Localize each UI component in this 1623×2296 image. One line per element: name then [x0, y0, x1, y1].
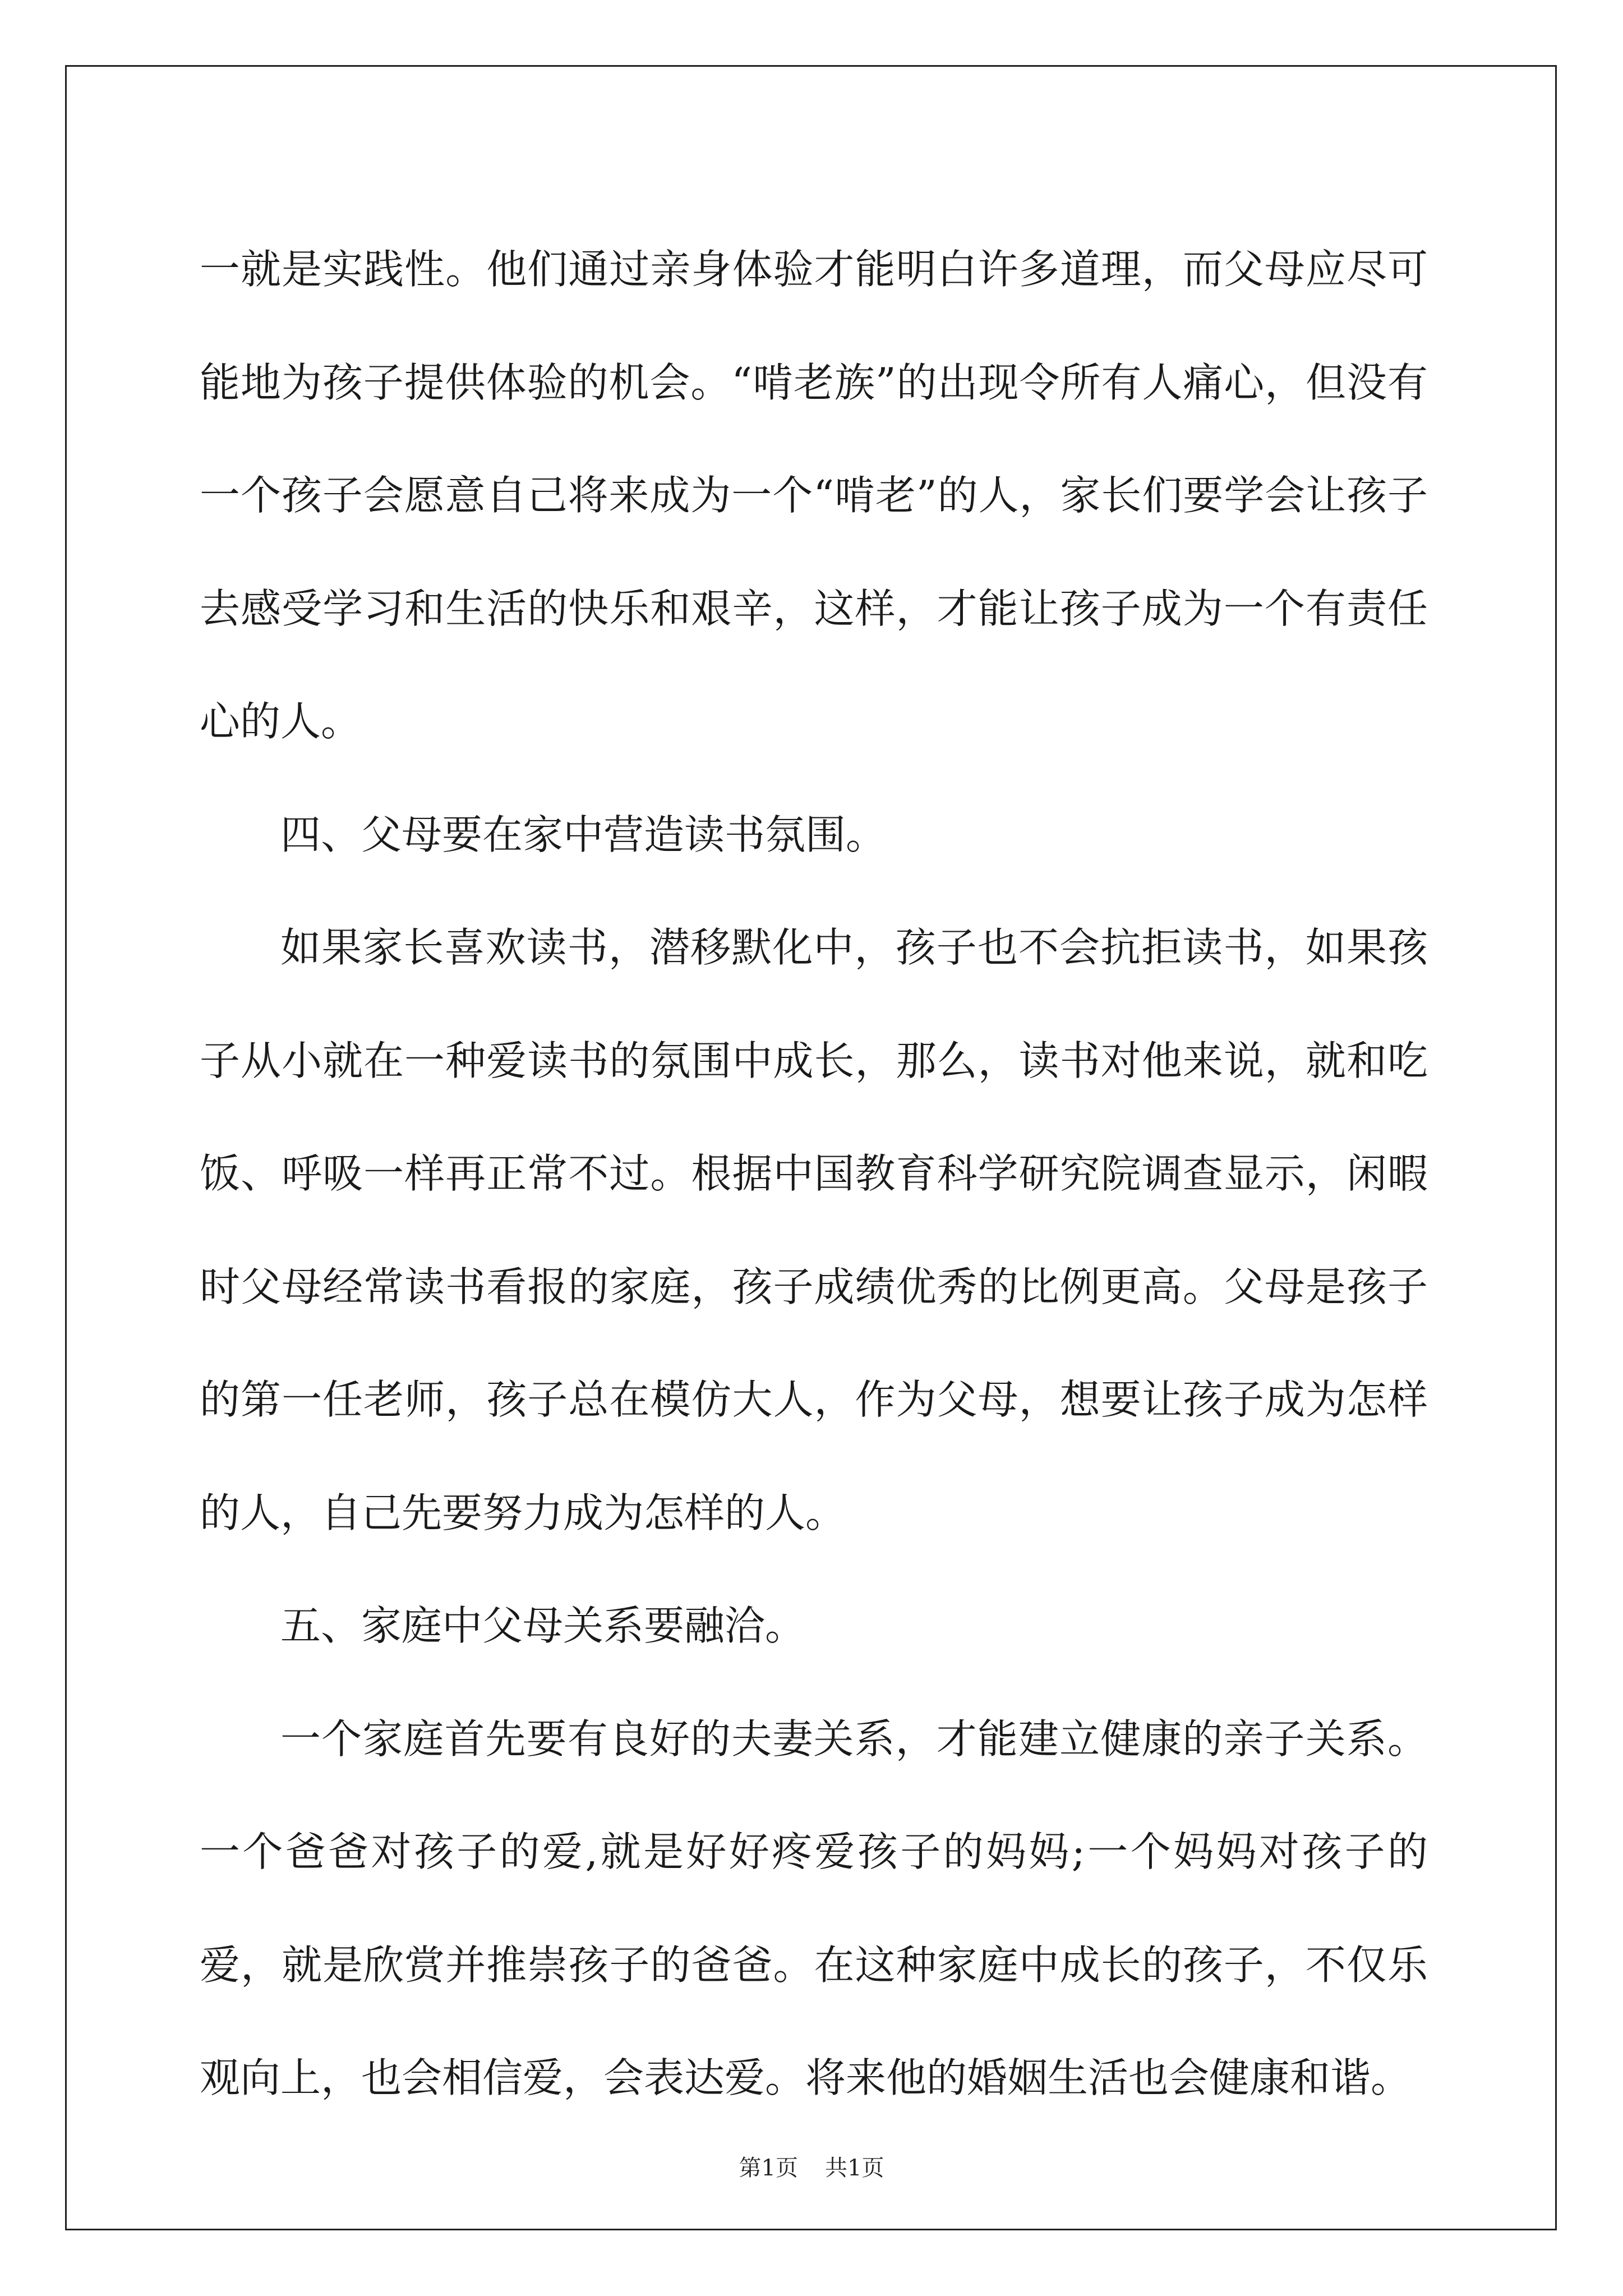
page-number: 第1页: [739, 2155, 798, 2181]
paragraph-1: 一就是实践性。他们通过亲身体验才能明白许多道理，而父母应尽可能地为孩子提供体验的机会。“啃老族”的出现令所有人痛心，但没有一个孩子会愿意自己将来成为一个“啃老”的人，家长们要学会让孩子去感受学习和生活的快乐和艰辛，这样，才能让孩子成为一个有责任心的人。: [200, 246, 1428, 745]
paragraph-2: 如果家长喜欢读书，潜移默化中，孩子也不会抗拒读书，如果孩子从小就在一种爱读书的氛围中成长，那么，读书对他来说，就和吃饭、呼吸一样再正常不过。根据中国教育科学研究院调查显示，闲暇时父母经常读书看报的家庭，孩子成绩优秀的比例更高。父母是孩子的第一任老师，孩子总在模仿大人，作为父母，想要让孩子成为怎样的人，自己先要努力成为怎样的人。: [200, 924, 1428, 1536]
page-footer: [0, 2151, 1623, 2185]
page-count: 共1页: [825, 2155, 884, 2181]
heading-section-5: 五、家庭中父母关系要融洽。: [280, 1602, 806, 1649]
document-body: [200, 213, 1428, 2135]
paragraph-3: 一个家庭首先要有良好的夫妻关系，才能建立健康的亲子关系。一个爸爸对孩子的爱,就是好好疼爱孩子的妈妈;一个妈妈对孩子的爱，就是欣赏并推崇孩子的爸爸。在这种家庭中成长的孩子，不仅乐观向上，也会相信爱，会表达爱。将来他的婚姻生活也会健康和谐。: [200, 1715, 1428, 2101]
heading-section-4: 四、父母要在家中营造读书氛围。: [280, 811, 887, 858]
